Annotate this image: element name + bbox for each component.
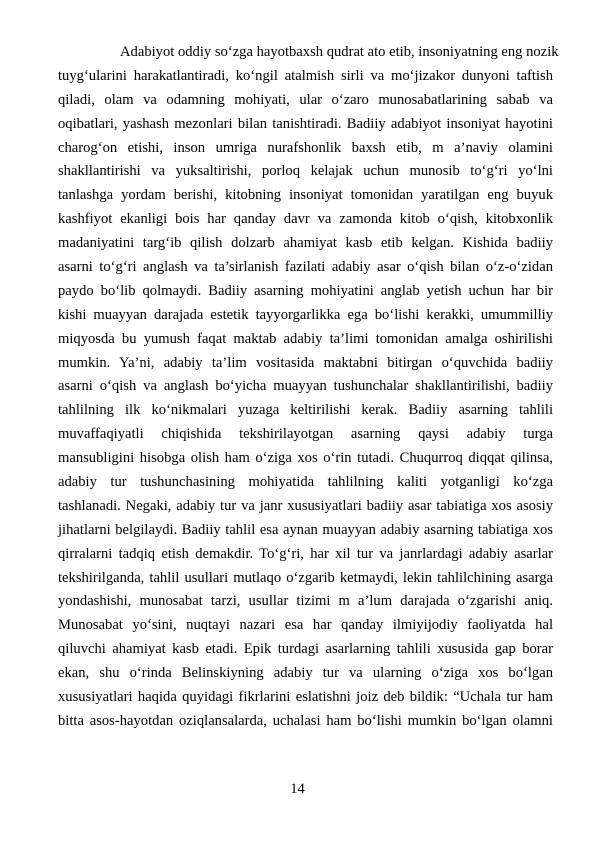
text-line: Adabiyot oddiy so‘zga hayotbaxsh qudrat ato etib, insoniyatning eng nozik — [120, 44, 559, 60]
text-line: tahlilning ilk ko‘nikmalari yuzaga keltirilishi kerak. Badiiy asarning tahlili — [58, 402, 553, 419]
text-line: tekshirilganda, tahlil usullari mutlaqo o‘zgarib ketmaydi, lekin tahlilchining asarga — [58, 569, 553, 586]
text-line: muvaffaqiyatli chiqishida tekshirilayotgan asarning qaysi adabiy turga — [58, 426, 553, 443]
page-number: 14 — [290, 781, 305, 797]
text-line: kishi muayyan darajada estetik tayyorgarlikka ega bo‘lishi kerakki, umummilliy — [58, 306, 553, 323]
text-line: adabiy tur tushunchasining mohiyatida tahlilning kaliti yotganligi ko‘zga — [58, 474, 553, 491]
text-line: xususiyatlari haqida quyidagi fikrlarini eslatishni joiz deb bildik: “Uchala tur ham — [58, 689, 553, 706]
text-line: asarni o‘qish va anglash bo‘yicha muayyan tushunchalar shakllantirilishi, badiiy — [58, 378, 553, 395]
text-line: mansubligini hisobga olish ham o‘ziga xos o‘rin tutadi. Chuqurroq diqqat qilinsa, — [58, 450, 553, 467]
text-line: madaniyatini targ‘ib qilish dolzarb ahamiyat kasb etib kelgan. Kishida badiiy — [58, 235, 553, 252]
text-line: qirralarni tadqiq etish demakdir. To‘g‘ri, har xil tur va janrlardagi adabiy asarlar — [58, 545, 553, 562]
text-line: tashlanadi. Negaki, adabiy tur va janr xususiyatlari badiiy asar tabiatiga xos asosiy — [58, 497, 553, 514]
text-line: yondashishi, munosabat tarzi, usullar tizimi m a’lum darajada o‘zgarishi aniq. — [58, 593, 553, 610]
text-line: miqyosda bu yumush faqat maktab adabiy ta’limi tomonidan amalga oshirilishi — [58, 330, 553, 347]
text-line: bitta asos-hayotdan oziqlansalarda, uchalasi ham bo‘lishi mumkin bo‘lgan olamni — [58, 712, 553, 729]
text-line: tanlashga yordam berishi, kitobning insoniyat tomonidan yaratilgan eng buyuk — [58, 187, 553, 204]
text-line: tuyg‘ularini harakatlantiradi, ko‘ngil atalmish sirli va mo‘jizakor dunyoni taftish — [58, 67, 553, 84]
text-line: oqibatlari, yashash mezonlari bilan tanishtiradi. Badiiy adabiyot insoniyat hayotini — [58, 115, 553, 132]
text-line: qiluvchi ahamiyat kasb etadi. Epik turdagi asarlarning tahlili xususida gap borar — [58, 641, 553, 658]
text-line: qiladi, olam va odamning mohiyati, ular o‘zaro munosabatlarining sabab va — [58, 91, 553, 108]
text-line: jihatlarni belgilaydi. Badiiy tahlil esa aynan muayyan adabiy asarning tabiatiga xos — [58, 521, 553, 538]
text-line: shakllantirishi va yuksaltirishi, porloq kelajak uchun munosib to‘g‘ri yo‘lni — [58, 163, 553, 180]
text-line: kashfiyot ekanligi bois har qanday davr va zamonda kitob o‘qish, kitobxonlik — [58, 211, 553, 228]
text-line: charog‘on etishi, inson umriga nurafshonlik baxsh etib, m a’naviy olamini — [58, 139, 553, 156]
body-paragraph — [58, 41, 559, 734]
text-line: mumkin. Ya’ni, adabiy ta’lim vositasida maktabni bitirgan o‘quvchida badiiy — [58, 354, 553, 371]
text-line: paydo bo‘lib qolmaydi. Badiiy asarning mohiyatini anglab yetish uchun har bir — [58, 282, 553, 299]
text-line: Munosabat yo‘sini, nuqtayi nazari esa har qanday ilmiyijodiy faoliyatda hal — [58, 617, 553, 634]
text-line: ekan, shu o‘rinda Belinskiyning adabiy tur va ularning o‘ziga xos bo‘lgan — [58, 665, 553, 682]
text-line: asarni to‘g‘ri anglash va ta’sirlanish fazilati adabiy asar o‘qish bilan o‘z-o‘zidan — [58, 259, 553, 276]
